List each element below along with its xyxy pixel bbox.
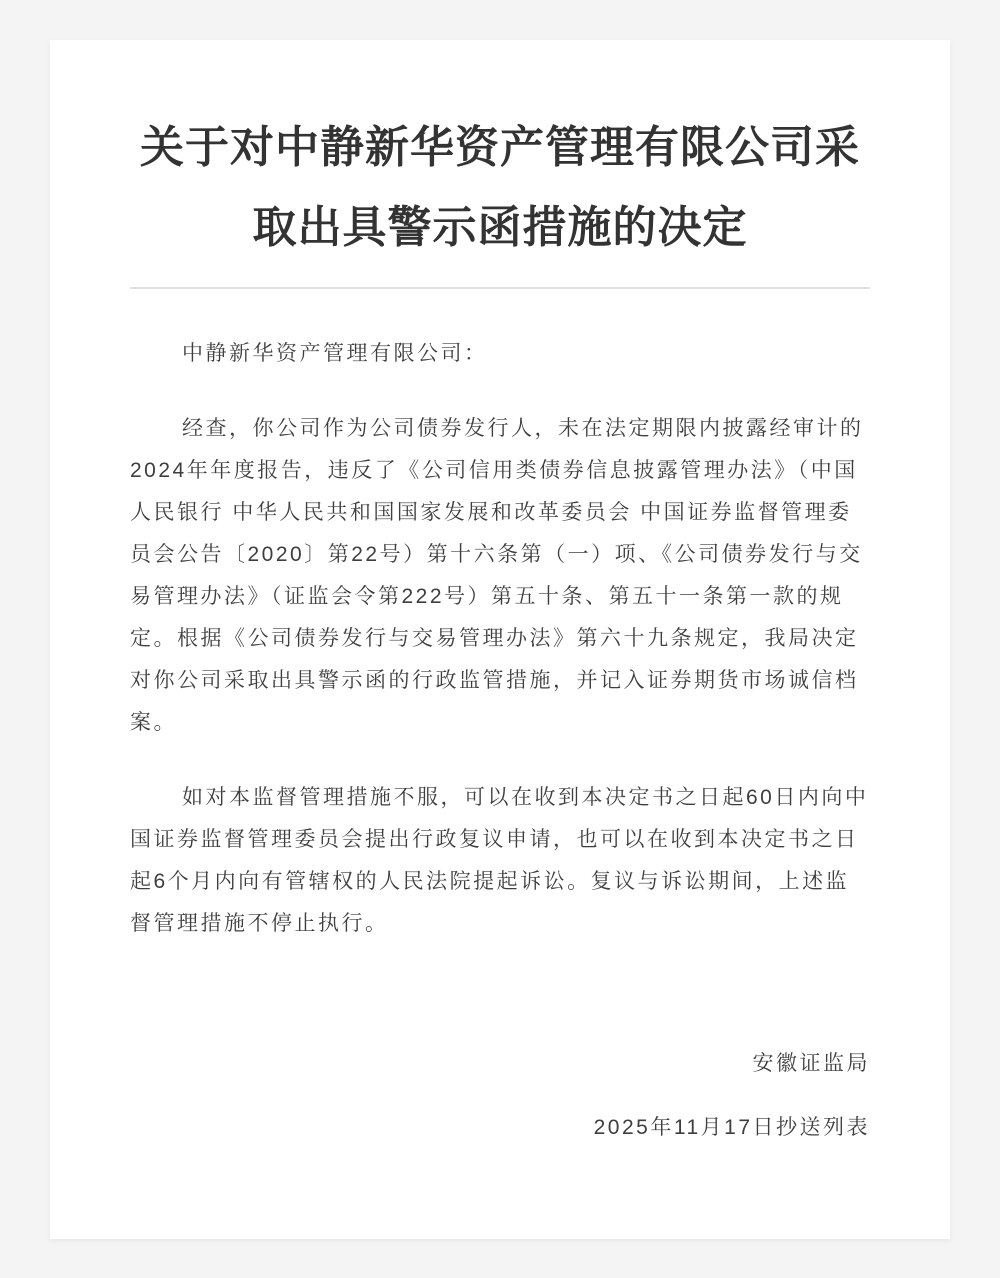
body-paragraph: 如对本监督管理措施不服，可以在收到本决定书之日起60日内向中国证券监督管理委员会提出行政复议申请，也可以在收到本决定书之日起6个月内向有管辖权的人民法院提起诉讼。复议与诉讼期间，上述监督管理措施不停止执行。 [130, 786, 869, 935]
signature-date: 2025年11月17日抄送列表 [593, 1116, 870, 1139]
signature-block [130, 1043, 870, 1149]
body-paragraph: 经查，你公司作为公司债券发行人，未在法定期限内披露经审计的2024年年度报告，违反了《公司信用类债券信息披露管理办法》（中国人民银行 中华人民共和国国家发展和改革委员会 中国证券监督管理委员会公告〔2020〕第22号）第十六条第（一）项、《公司债券发行与交易管理办法》（证监会令第222号）第五十条、第五十一条第一款的规定。根据《公司债券发行与交易管理办法》第六十九条规定，我局决定对你公司采取出具警示函的行政监管措施，并记入证券期货市场诚信档案。 [130, 417, 864, 734]
salutation: 中静新华资产管理有限公司： [182, 342, 488, 365]
document-card [50, 40, 950, 1239]
document-title: 关于对中静新华资产管理有限公司采取出具警示函措施的决定 [140, 123, 860, 252]
document-body [130, 333, 870, 945]
title-divider [130, 287, 870, 289]
signature-issuer: 安徽证监局 [752, 1052, 870, 1075]
